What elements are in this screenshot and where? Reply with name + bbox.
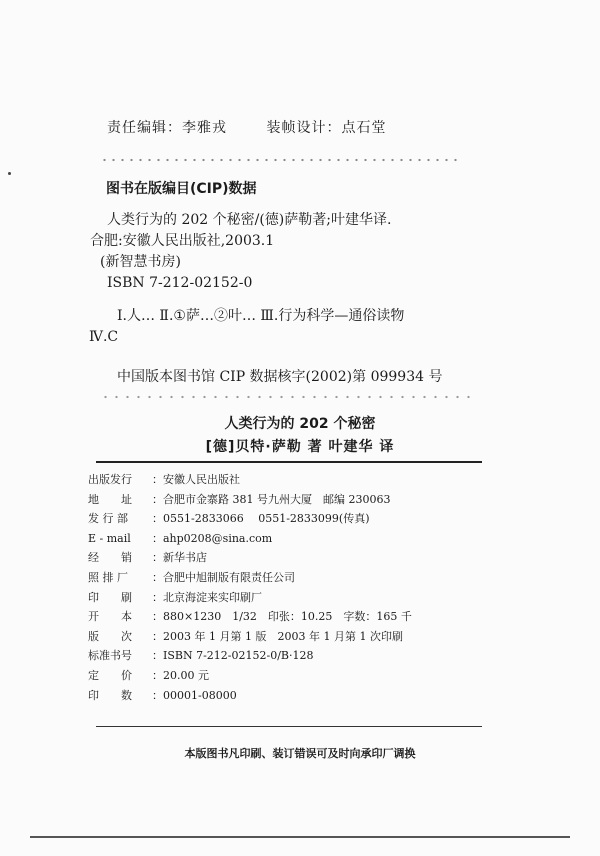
cip-line: ISBN 7-212-02152-0 bbox=[107, 275, 253, 291]
book-authors: [德]贝特·萨勒 著 叶建华 译 bbox=[205, 439, 395, 455]
detail-value: ：ahp0208@sina.com bbox=[152, 531, 273, 545]
detail-row bbox=[88, 509, 412, 529]
detail-value: ：合肥中旭制版有限责任公司 bbox=[152, 570, 295, 584]
classification-line: Ⅰ.人… Ⅱ.①萨…②叶… Ⅲ.行为科学—通俗读物 bbox=[117, 308, 405, 324]
book-title: 人类行为的 202 个秘密 bbox=[224, 416, 376, 432]
cip-line: (新智慧书房) bbox=[100, 254, 181, 270]
detail-value: ：合肥市金寨路 381 号九州大厦 邮编 230063 bbox=[152, 492, 391, 506]
stray-mark bbox=[8, 172, 11, 175]
detail-value: ：2003 年 1 月第 1 版 2003 年 1 月第 1 次印刷 bbox=[152, 629, 403, 643]
cip-record-number: 中国版本图书馆 CIP 数据核字(2002)第 099934 号 bbox=[117, 369, 443, 385]
cip-record bbox=[90, 210, 391, 294]
detail-label: 定 价 bbox=[88, 668, 132, 682]
cip-classification bbox=[89, 306, 405, 348]
detail-value: ：00001-08000 bbox=[152, 688, 237, 702]
detail-value: ：880×1230 1/32 印张：10.25 字数：165 千 bbox=[152, 610, 412, 624]
classification-line: Ⅳ.C bbox=[89, 329, 119, 345]
dotted-divider-top bbox=[100, 158, 460, 162]
detail-row bbox=[88, 686, 412, 706]
detail-label: 出版发行 bbox=[88, 473, 132, 486]
detail-label: 发 行 部 bbox=[88, 512, 128, 526]
rule-bottom bbox=[96, 726, 482, 727]
detail-label: 版 次 bbox=[88, 629, 132, 643]
detail-row bbox=[88, 607, 412, 627]
replacement-notice: 本版图书凡印刷、装订错误可及时向承印厂调换 bbox=[184, 747, 416, 760]
detail-row bbox=[88, 646, 412, 666]
detail-value: ：新华书店 bbox=[152, 551, 207, 565]
detail-label: 印 数 bbox=[88, 688, 132, 702]
credits-line bbox=[107, 117, 386, 137]
publication-details bbox=[88, 470, 412, 705]
detail-label: 标准书号 bbox=[88, 649, 132, 663]
page-bottom-edge bbox=[30, 836, 570, 838]
detail-row bbox=[88, 470, 412, 490]
detail-value: ：北京海淀来实印刷厂 bbox=[152, 590, 262, 604]
cip-line: 人类行为的 202 个秘密/(德)萨勒著;叶建华译. bbox=[107, 212, 392, 228]
detail-label: 经 销 bbox=[88, 551, 132, 565]
cip-heading: 图书在版编目(CIP)数据 bbox=[106, 181, 257, 197]
detail-value: ：0551-2833066 0551-2833099(传真) bbox=[152, 512, 370, 526]
detail-row bbox=[88, 666, 412, 686]
detail-label: 照 排 厂 bbox=[88, 570, 128, 584]
detail-row bbox=[88, 568, 412, 588]
rule-top bbox=[96, 461, 482, 463]
detail-row bbox=[88, 588, 412, 608]
detail-value: ：安徽人民出版社 bbox=[152, 473, 240, 486]
detail-label: 地 址 bbox=[88, 492, 132, 506]
detail-label: 印 刷 bbox=[88, 590, 132, 604]
detail-row bbox=[88, 529, 412, 549]
detail-row bbox=[88, 627, 412, 647]
detail-value: ：ISBN 7-212-02152-0/B·128 bbox=[152, 649, 314, 663]
detail-label: E - mail bbox=[88, 531, 131, 545]
detail-label: 开 本 bbox=[88, 610, 132, 624]
cip-line: 合肥:安徽人民出版社,2003.1 bbox=[90, 233, 275, 249]
detail-row bbox=[88, 548, 412, 568]
detail-value: ：20.00 元 bbox=[152, 668, 209, 682]
dotted-divider-middle bbox=[100, 395, 470, 399]
detail-row bbox=[88, 490, 412, 510]
editor-credit: 责任编辑：李雅戎 bbox=[107, 120, 227, 136]
designer-credit: 装帧设计：点石堂 bbox=[266, 120, 387, 136]
